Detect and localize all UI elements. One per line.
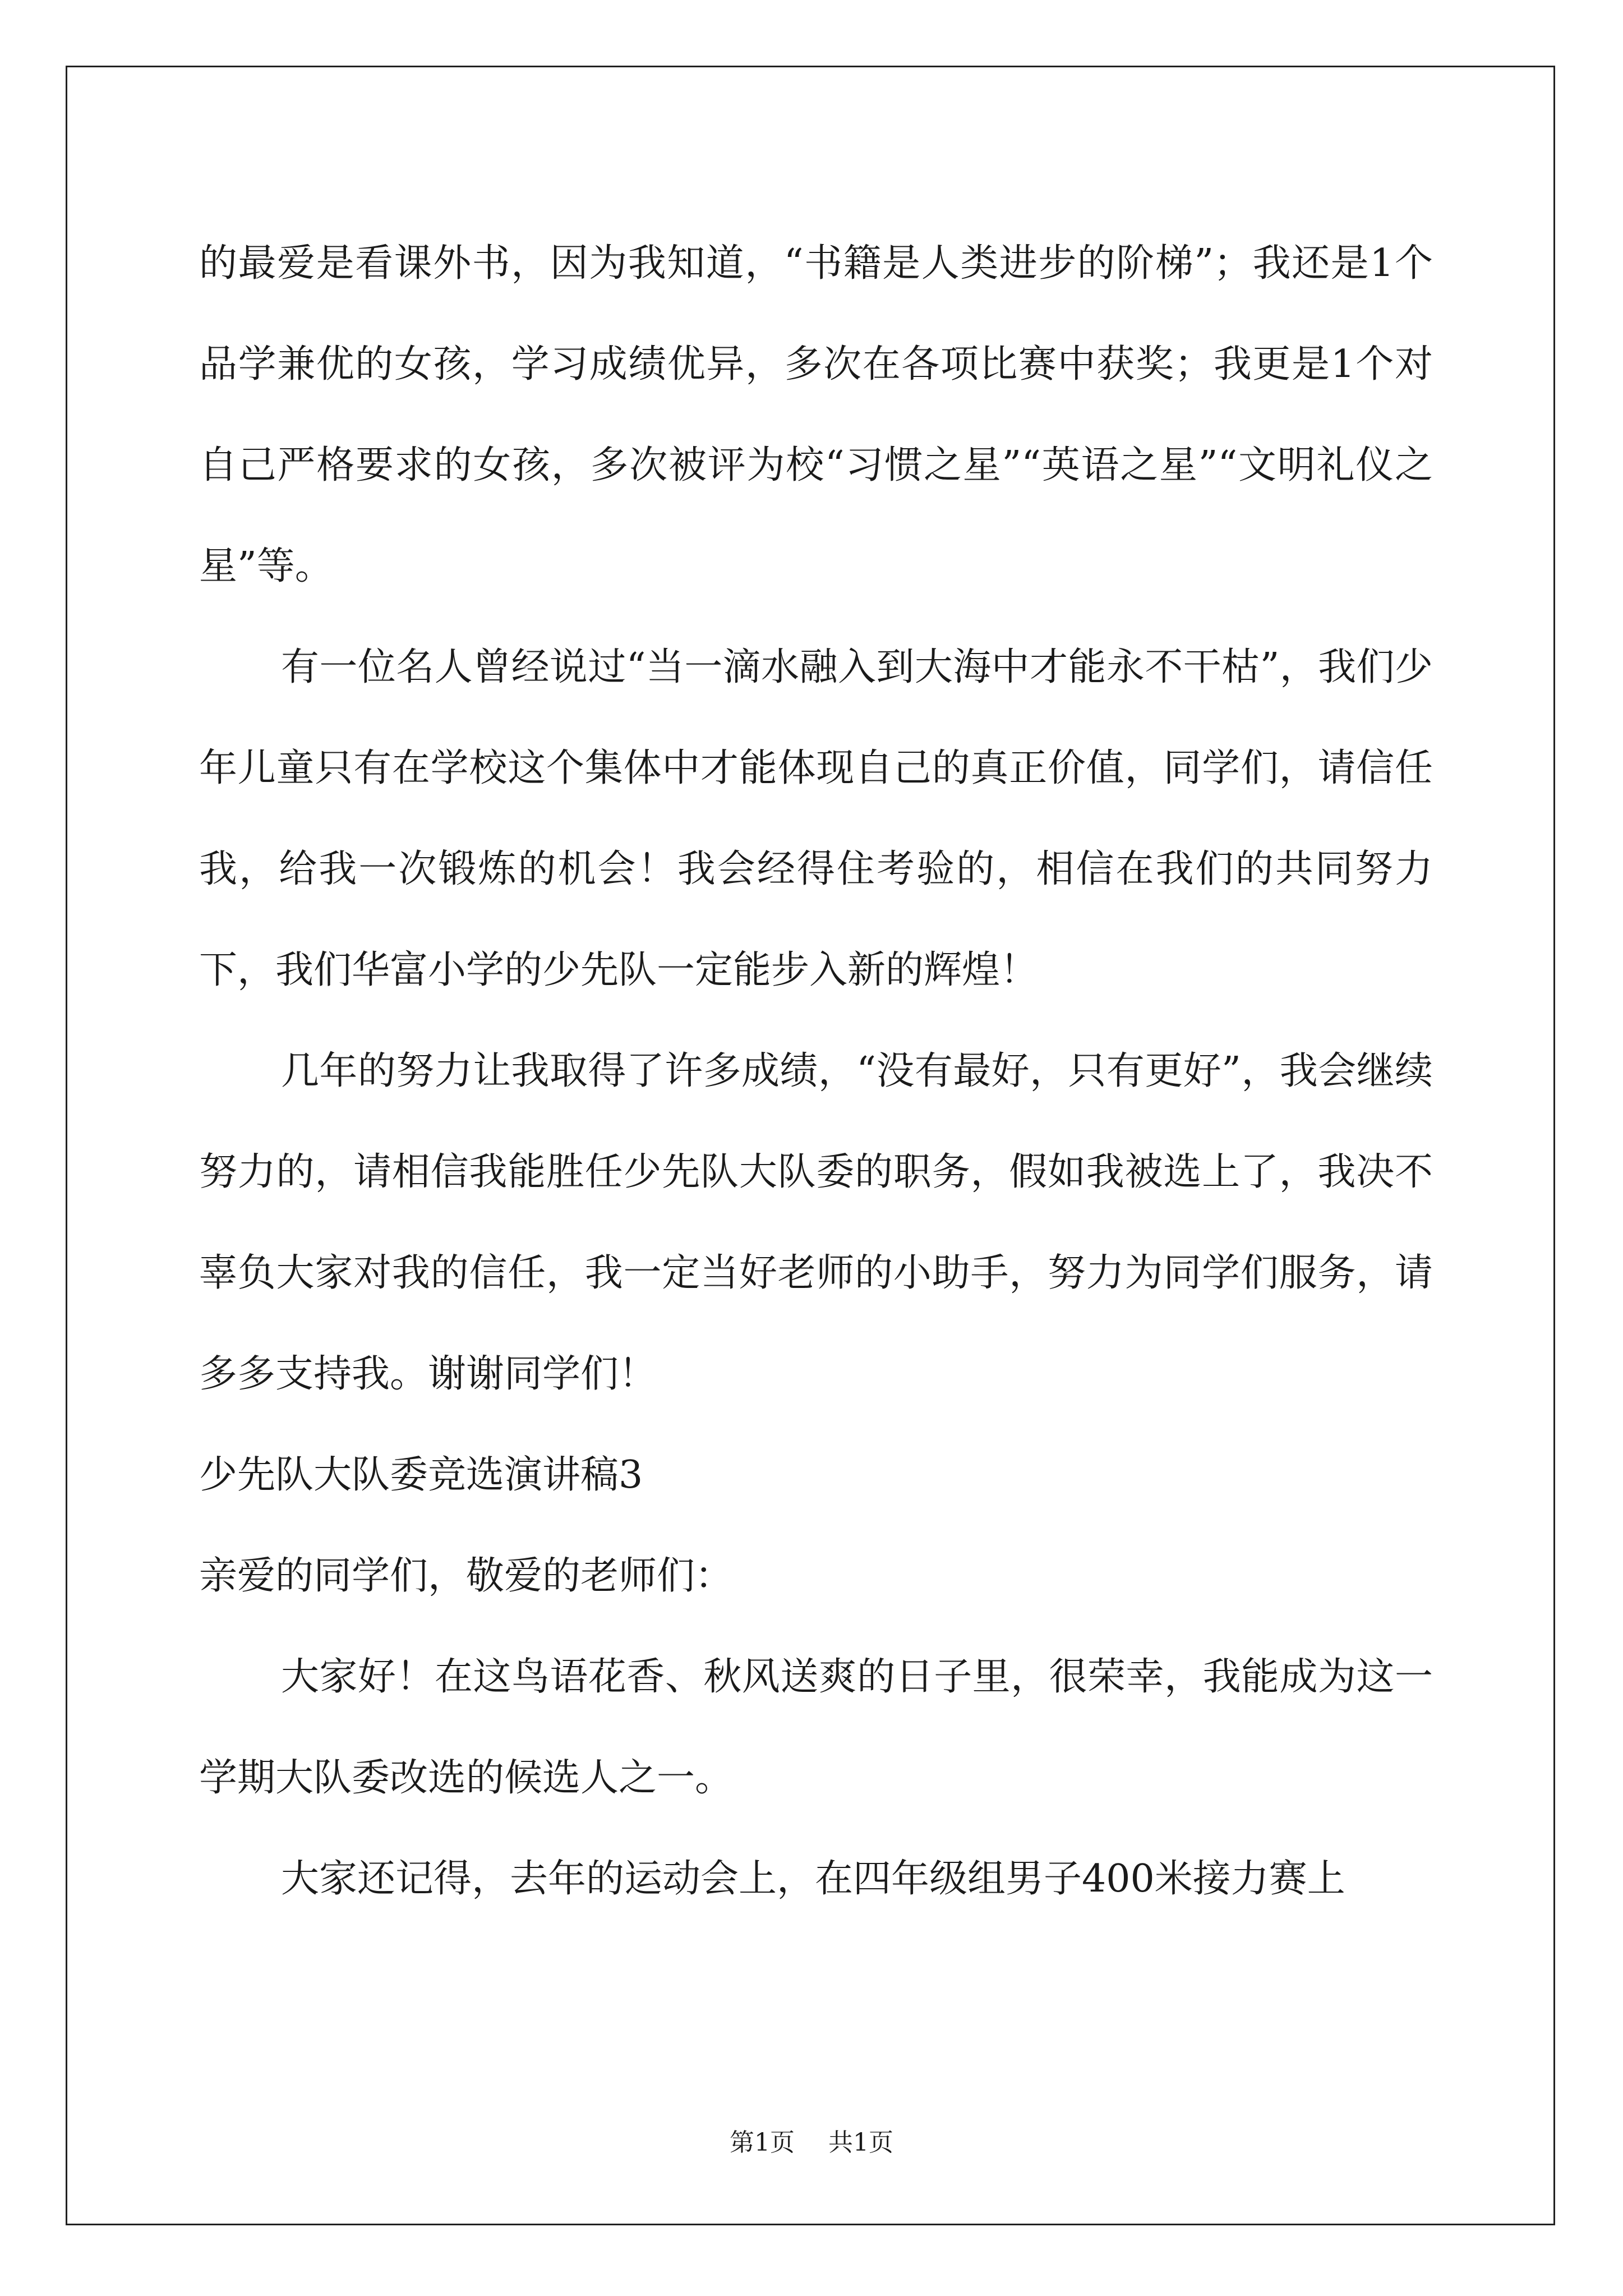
section-heading: 少先队大队委竞选演讲稿3 — [199, 1453, 643, 1497]
paragraph-5: 大家还记得，去年的运动会上，在四年级组男子400米接力赛上 — [281, 1857, 1345, 1901]
document-body — [199, 213, 1433, 1930]
page-total: 共1页 — [828, 2128, 893, 2157]
salutation: 亲爱的同学们，敬爱的老师们： — [199, 1554, 734, 1598]
paragraph-2: 有一位名人曾经说过“当一滴水融入到大海中才能永不干枯”，我们少年儿童只有在学校这个集体中才能体现自己的真正价值，同学们，请信任我，给我一次锻炼的机会！我会经得住考验的，相信在我们的共同努力下，我们华富小学的少先队一定能步入新的辉煌！ — [199, 645, 1433, 992]
page-number: 第1页 — [730, 2128, 795, 2157]
page-footer — [0, 2126, 1623, 2160]
paragraph-1: 的最爱是看课外书，因为我知道，“书籍是人类进步的阶梯”；我还是1个品学兼优的女孩，学习成绩优异，多次在各项比赛中获奖；我更是1个对自己严格要求的女孩，多次被评为校“习惯之星”“英语之星”“文明礼仪之星”等。 — [199, 241, 1433, 588]
paragraph-4: 大家好！在这鸟语花香、秋风送爽的日子里，很荣幸，我能成为这一学期大队委改选的候选人之一。 — [199, 1655, 1433, 1800]
paragraph-3: 几年的努力让我取得了许多成绩，“没有最好，只有更好”，我会继续努力的，请相信我能胜任少先队大队委的职务，假如我被选上了，我决不辜负大家对我的信任，我一定当好老师的小助手，努力为同学们服务，请多多支持我。谢谢同学们！ — [199, 1049, 1433, 1396]
